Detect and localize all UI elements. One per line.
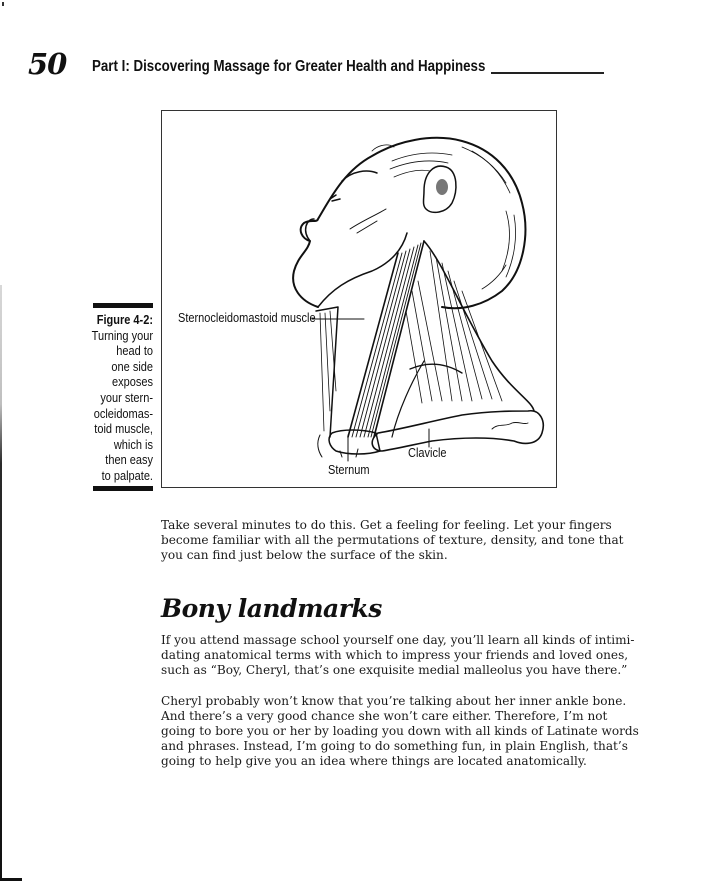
figure-caption bbox=[71, 313, 153, 485]
caption-line: to palpate. bbox=[101, 468, 153, 483]
caption-line: exposes bbox=[112, 375, 153, 390]
head-neck-anatomy-illustration bbox=[162, 111, 558, 489]
eyebrow bbox=[342, 171, 377, 181]
ear-canal bbox=[436, 179, 448, 195]
callout-sternocleidomastoid: Sternocleidomastoid muscle bbox=[178, 311, 316, 325]
nose bbox=[306, 219, 314, 241]
trapezius-muscles bbox=[392, 241, 534, 437]
text-line: going to bore you or her by loading you down with all kinds of Latinate words bbox=[161, 724, 639, 738]
caption-line: toid muscle, bbox=[94, 422, 153, 437]
text-line: you can find just below the surface of the skin. bbox=[161, 548, 448, 562]
sternocleidomastoid-muscle bbox=[348, 241, 424, 437]
caption-line: which is bbox=[113, 437, 153, 452]
text-line: going to help give you an idea where things are located anatomically. bbox=[161, 754, 587, 768]
paragraph-massage-school bbox=[161, 633, 635, 678]
page-edge-line bbox=[0, 285, 2, 880]
caption-bar-bottom bbox=[93, 486, 153, 491]
figure-frame bbox=[161, 110, 557, 488]
scan-artifact bbox=[2, 2, 4, 6]
section-heading: Bony landmarks bbox=[161, 594, 382, 623]
caption-line: your stern- bbox=[100, 390, 153, 405]
page-number: 50 bbox=[28, 47, 67, 81]
caption-line: then easy bbox=[105, 453, 153, 468]
running-head: Part I: Discovering Massage for Greater Health and Happiness bbox=[92, 58, 486, 75]
header-rule bbox=[491, 72, 604, 74]
text-line: dating anatomical terms with which to impress your friends and loved ones, bbox=[161, 648, 629, 662]
text-line: And there’s a very good chance she won’t care either. Therefore, I’m not bbox=[161, 709, 608, 723]
artist-signature bbox=[492, 422, 528, 429]
text-line: Take several minutes to do this. Get a feeling for feeling. Let your fingers bbox=[161, 518, 612, 532]
text-line: and phrases. Instead, I’m going to do something fun, in plain English, that’s bbox=[161, 739, 628, 753]
caption-line: ocleidomas- bbox=[93, 406, 153, 421]
caption-bar-top bbox=[93, 303, 153, 308]
paragraph-intro bbox=[161, 518, 624, 563]
text-line: Cheryl probably won’t know that you’re talking about her inner ankle bone. bbox=[161, 694, 627, 708]
cheek-lines bbox=[350, 209, 386, 233]
paragraph-cheryl bbox=[161, 694, 639, 769]
front-neck-muscles bbox=[316, 307, 338, 437]
callout-sternum: Sternum bbox=[328, 463, 370, 477]
text-line: become familiar with all the permutations of texture, density, and tone that bbox=[161, 533, 624, 547]
text-line: If you attend massage school yourself one day, you’ll learn all kinds of intimi- bbox=[161, 633, 635, 647]
page-corner-mark bbox=[0, 878, 22, 881]
caption-line: one side bbox=[111, 359, 153, 374]
caption-line: head to bbox=[116, 344, 153, 359]
caption-line: Turning your bbox=[91, 328, 153, 343]
text-line: such as “Boy, Cheryl, that’s one exquisite medial malleolus you have there.” bbox=[161, 663, 628, 677]
callout-clavicle: Clavicle bbox=[408, 446, 447, 460]
figure-label: Figure 4-2: bbox=[96, 313, 153, 327]
